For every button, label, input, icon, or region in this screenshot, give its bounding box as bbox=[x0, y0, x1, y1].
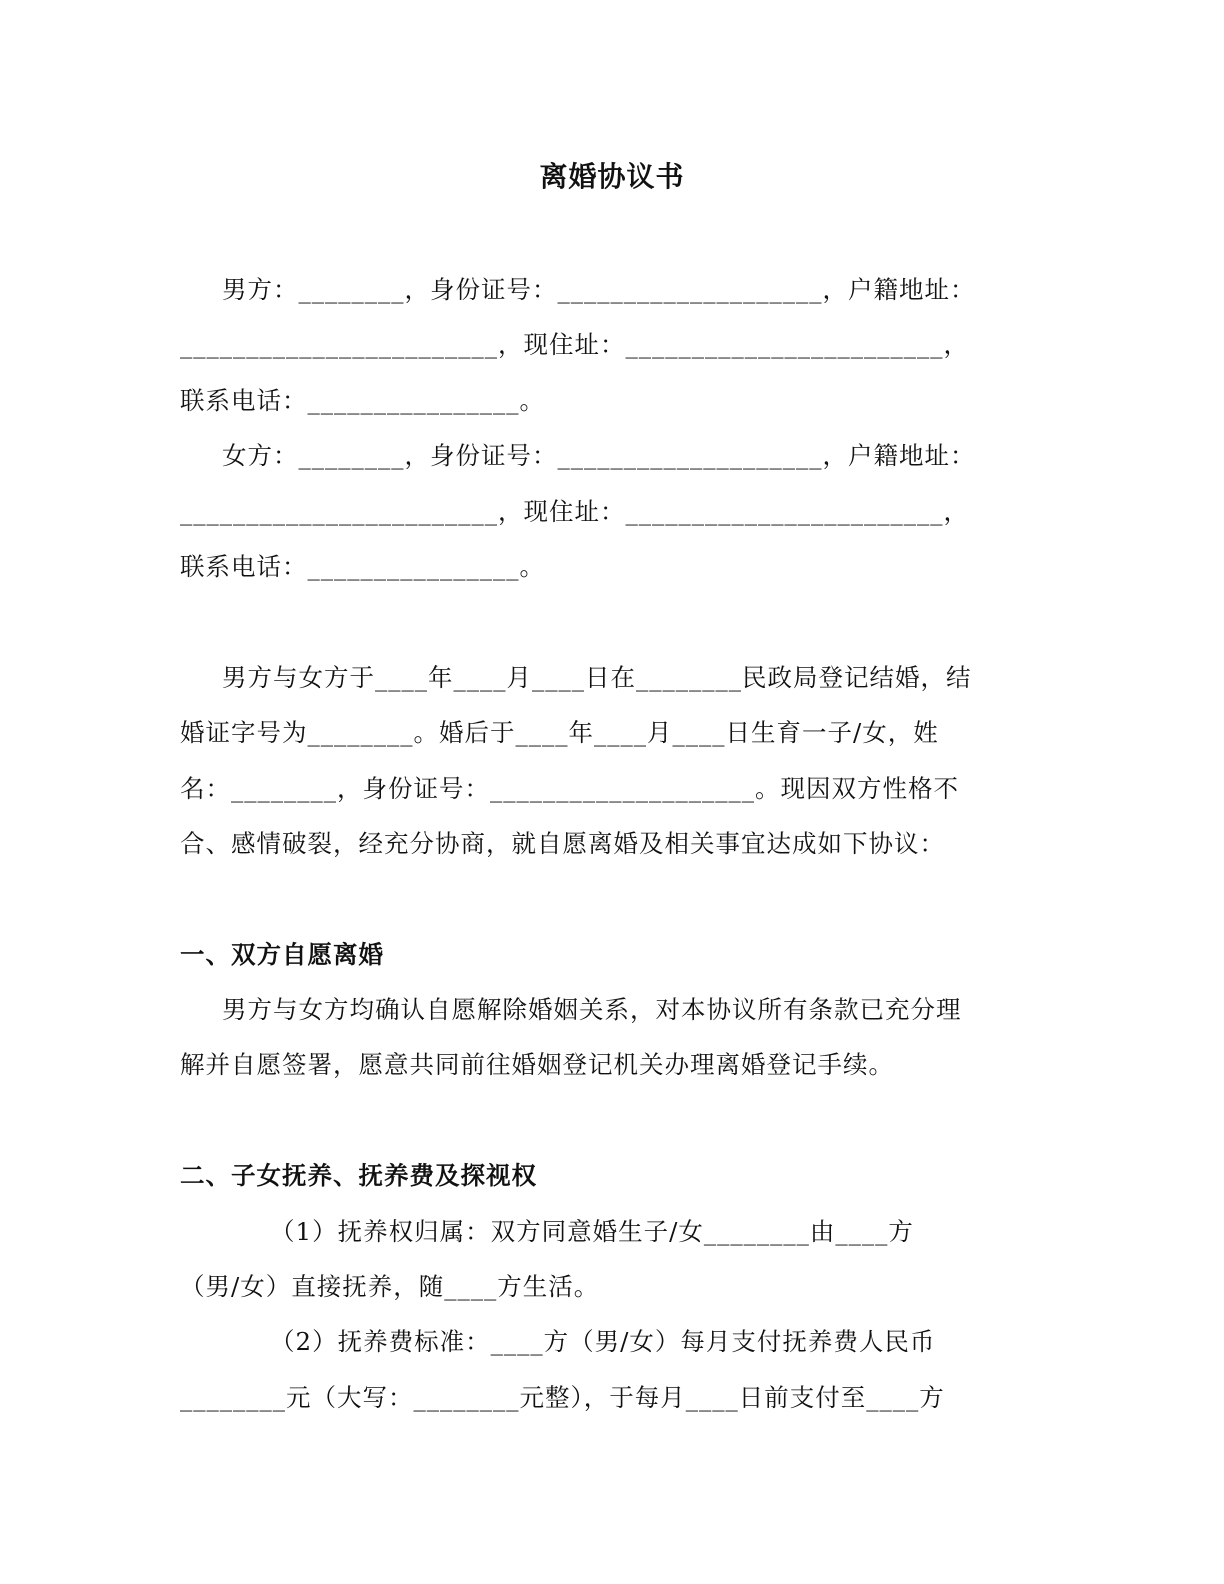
marriage-para-line-1: 男方与女方于____年____月____日在________民政局登记结婚，结 bbox=[222, 663, 972, 692]
marriage-para-line-3: 名：________，身份证号：____________________。现因双方性格不 bbox=[180, 774, 959, 803]
female-party-line-3: 联系电话：________________。 bbox=[180, 552, 545, 581]
support-line-1: （2）抚养费标准：____方（男/女）每月支付抚养费人民币 bbox=[270, 1327, 936, 1356]
section-1-line-2: 解并自愿签署，愿意共同前往婚姻登记机关办理离婚登记手续。 bbox=[180, 1050, 894, 1079]
section-1-line-1: 男方与女方均确认自愿解除婚姻关系，对本协议所有条款已充分理 bbox=[222, 995, 962, 1024]
male-party-line-3: 联系电话：________________。 bbox=[180, 386, 545, 415]
custody-line-2: （男/女）直接抚养，随____方生活。 bbox=[180, 1272, 600, 1301]
female-party-line-1: 女方：________，身份证号：____________________，户籍地址： bbox=[222, 441, 976, 470]
support-line-2: ________元（大写：________元整），于每月____日前支付至____方 bbox=[180, 1383, 945, 1412]
section-heading-2: 二、子女抚养、抚养费及探视权 bbox=[180, 1161, 537, 1190]
document-title: 离婚协议书 bbox=[539, 160, 685, 193]
marriage-para-line-2: 婚证字号为________。婚后于____年____月____日生育一子/女，姓 bbox=[180, 718, 939, 747]
male-party-line-2: ________________________，现住址：________________________， bbox=[180, 330, 969, 359]
section-heading-1: 一、双方自愿离婚 bbox=[180, 940, 384, 969]
male-party-line-1: 男方：________，身份证号：____________________，户籍地址： bbox=[222, 275, 976, 304]
marriage-para-line-4: 合、感情破裂，经充分协商，就自愿离婚及相关事宜达成如下协议： bbox=[180, 829, 945, 858]
custody-line-1: （1）抚养权归属：双方同意婚生子/女________由____方 bbox=[270, 1217, 914, 1246]
female-party-line-2: ________________________，现住址：________________________， bbox=[180, 497, 969, 526]
